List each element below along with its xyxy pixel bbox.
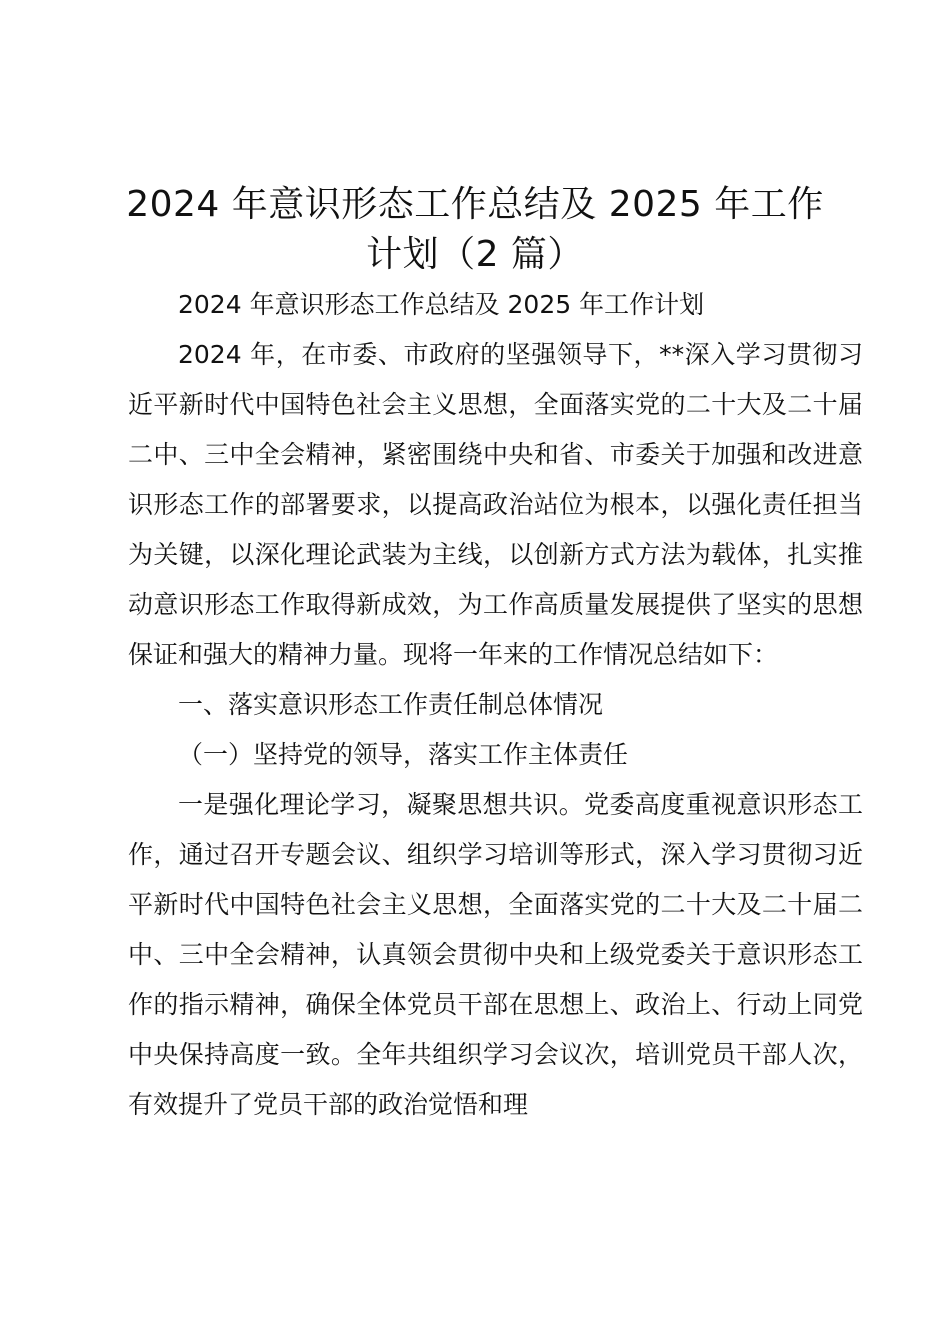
document-subtitle: 2024 年意识形态工作总结及 2025 年工作计划: [178, 290, 705, 319]
document-title: 2024 年意识形态工作总结及 2025 年工作计划（2 篇）: [126, 184, 824, 275]
document-body: [128, 280, 863, 1130]
section-heading: 一、落实意识形态工作责任制总体情况: [178, 690, 604, 719]
body-paragraph: 一是强化理论学习，凝聚思想共识。党委高度重视意识形态工作，通过召开专题会议、组织学习培训等形式，深入学习贯彻习近平新时代中国特色社会主义思想，全面落实党的二十大及二十届二中、三中全会精神，认真领会贯彻中央和上级党委关于意识形态工作的指示精神，确保全体党员干部在思想上、政治上、行动上同党中央保持高度一致。全年共组织学习会议次，培训党员干部人次，有效提升了党员干部的政治觉悟和理: [128, 790, 863, 1119]
subsection-heading: （一）坚持党的领导，落实工作主体责任: [178, 740, 629, 769]
intro-paragraph: 2024 年，在市委、市政府的坚强领导下，**深入学习贯彻习近平新时代中国特色社会主义思想，全面落实党的二十大及二十届二中、三中全会精神，紧密围绕中央和省、市委关于加强和改进意识形态工作的部署要求，以提高政治站位为根本，以强化责任担当为关键，以深化理论武装为主线，以创新方式方法为载体，扎实推动意识形态工作取得新成效，为工作高质量发展提供了坚实的思想保证和强大的精神力量。现将一年来的工作情况总结如下：: [128, 340, 863, 669]
